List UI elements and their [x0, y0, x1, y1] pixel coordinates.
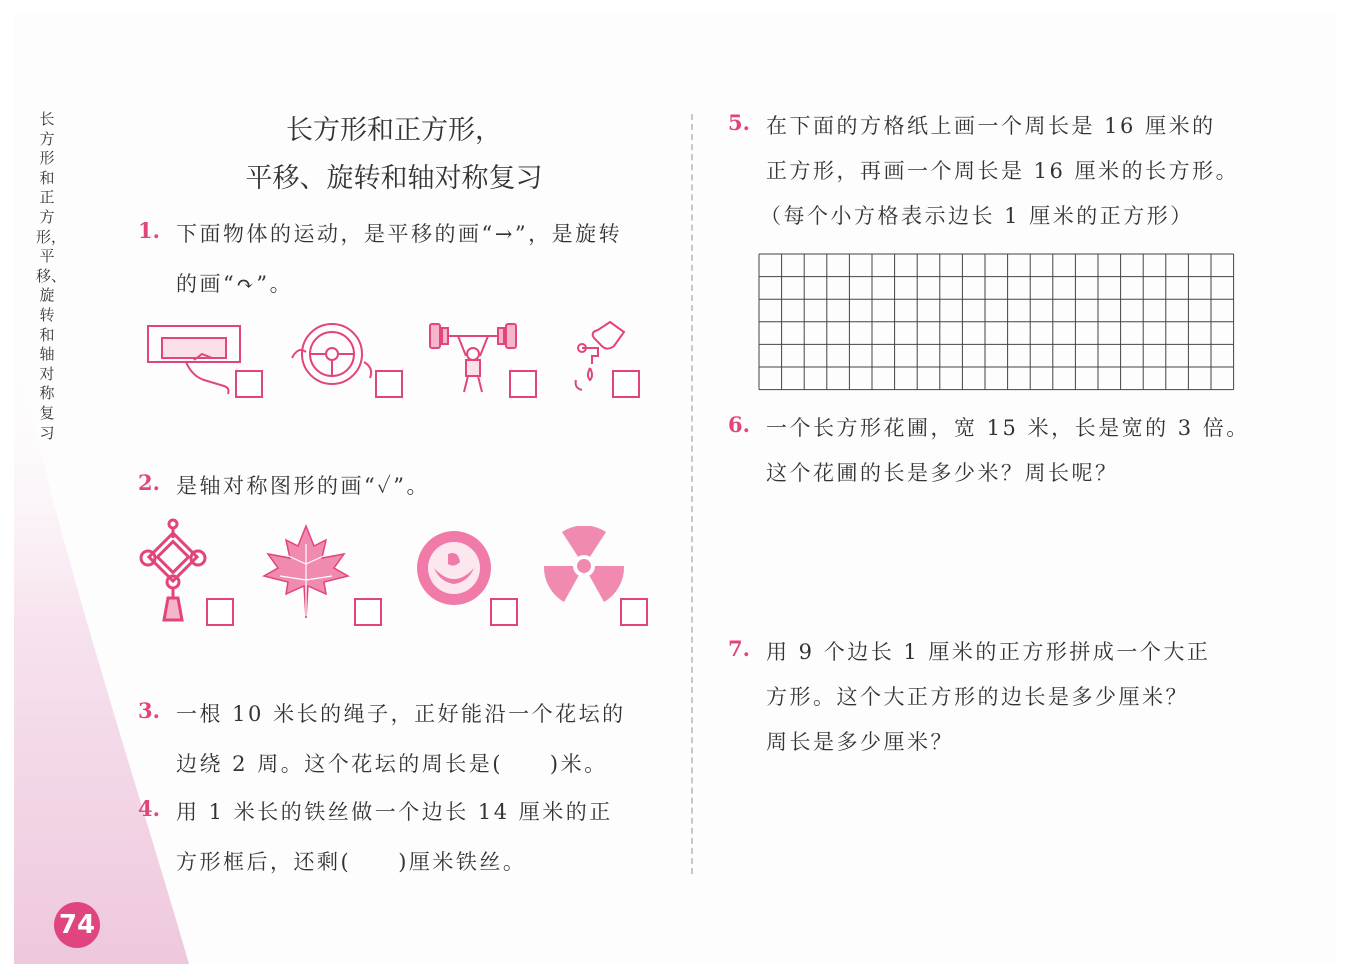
question-3-line-2[interactable]: 边绕 2 周。这个花坛的周长是( )米。 — [176, 752, 608, 776]
weightlifter-icon — [426, 318, 522, 396]
question-7-line-2: 方形。这个大正方形的边长是多少厘米？ — [766, 685, 1189, 709]
workbook-page — [14, 14, 1336, 964]
question-number-4: 4. — [138, 796, 160, 821]
question-6-line-2: 这个花圃的长是多少米？周长呢？ — [766, 461, 1119, 485]
question-4-line-2[interactable]: 方形框后，还剩( )厘米铁丝。 — [176, 850, 527, 874]
question-6-line-1: 一个长方形花圃，宽 15 米，长是宽的 3 倍。 — [766, 416, 1250, 440]
question-1-line-1: 下面物体的运动，是平移的画“→”，是旋转 — [176, 222, 623, 246]
answer-box-2c[interactable] — [490, 598, 518, 626]
question-number-6: 6. — [728, 412, 750, 437]
column-divider — [691, 114, 693, 874]
answer-box-1d[interactable] — [612, 370, 640, 398]
question-number-7: 7. — [728, 636, 750, 661]
question-4-line-1: 用 1 米长的铁丝做一个边长 14 厘米的正 — [176, 800, 613, 824]
answer-box-2b[interactable] — [354, 598, 382, 626]
side-title: 长方形和正方形，平移、旋转和轴对称复习 — [36, 110, 67, 442]
page-title-line2: 平移、旋转和轴对称复习 — [245, 163, 543, 194]
question-3-line-1: 一根 10 米长的绳子，正好能沿一个花坛的 — [176, 702, 626, 726]
grid-paper[interactable] — [758, 253, 1236, 393]
maple-leaf-icon — [262, 524, 350, 620]
question-2-line-1: 是轴对称图形的画“✓”。 — [176, 474, 431, 498]
chinese-knot-icon — [138, 518, 208, 622]
page-title-line1: 长方形和正方形， — [286, 115, 502, 146]
question-number-2: 2. — [138, 470, 160, 495]
round-emblem-icon — [414, 528, 494, 608]
question-7-line-1: 用 9 个边长 1 厘米的正方形拼成一个大正 — [766, 640, 1211, 664]
answer-box-2d[interactable] — [620, 598, 648, 626]
question-number-5: 5. — [728, 110, 750, 135]
radiation-symbol-icon — [542, 526, 626, 606]
answer-box-1b[interactable] — [375, 370, 403, 398]
answer-box-1a[interactable] — [235, 370, 263, 398]
drawer-icon — [146, 320, 246, 396]
question-1-line-2: 的画“↷”。 — [176, 272, 294, 296]
answer-box-1c[interactable] — [509, 370, 537, 398]
question-5-line-1: 在下面的方格纸上画一个周长是 16 厘米的 — [766, 114, 1216, 138]
question-5-line-2: 正方形，再画一个周长是 16 厘米的长方形。 — [766, 159, 1240, 183]
answer-box-2a[interactable] — [206, 598, 234, 626]
question-5-line-3: （每个小方格表示边长 1 厘米的正方形） — [760, 204, 1194, 228]
question-number-3: 3. — [138, 698, 160, 723]
question-7-line-3: 周长是多少厘米？ — [766, 730, 954, 754]
question-number-1: 1. — [138, 218, 160, 243]
page-number: 74 — [54, 902, 100, 948]
steering-wheel-icon — [286, 318, 382, 394]
